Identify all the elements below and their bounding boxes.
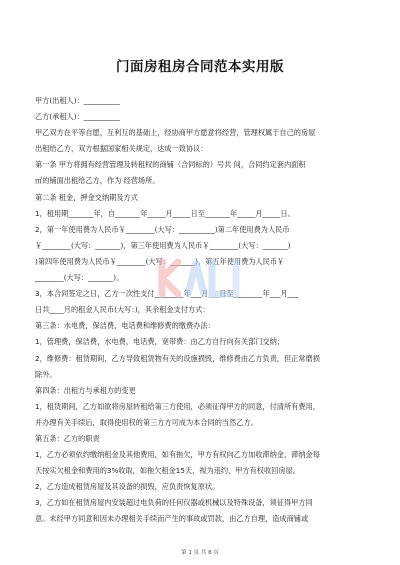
document-line: ￥________(大写：_______)，第三年使用费为人民币￥________(大写：_______): [35, 240, 291, 250]
document-line: 1，管理费，保洁费，水电费，电话费，宽带费：由乙方自行向有关部门交纳；: [35, 337, 284, 347]
document-line: 2，第一年使用费为人民币￥________(大写：__________)第二年使用费为人民币: [35, 224, 290, 234]
document-line: 日共____月的租金人民币(大写：)，其余租金支付方式：: [35, 305, 210, 315]
document-line: 除外。: [35, 369, 57, 379]
document-line: 2，乙方造成租赁房屋及其设备的损毁，应负责恢复原状。: [35, 482, 220, 492]
document-line: 出租给乙方，双方根据国家相关规定，达成一致协议：: [35, 144, 208, 154]
document-line: 天按实欠租金和费用的3%收取，如拖欠租金15天，视为违约，甲方有权收回房屋。: [35, 466, 300, 476]
document-line: 甲方(出租人)：__________: [35, 96, 120, 105]
document-line: 第二条 租金，押金交纳期及方式: [35, 192, 138, 202]
document-title: 门面房租房合同范本实用版: [116, 59, 284, 75]
document-line: 第一条 甲方将拥有经营管理及转租权的商铺（合同标的）号共 间，合同约定套内面积: [35, 160, 306, 170]
page-footer: 第 1 页 共 8 页: [181, 550, 219, 556]
document-line: 3，乙方如在租赁房屋内安装超过电负荷的任何仪器或机械以及特殊设备，须征得甲方同: [35, 498, 313, 508]
document-line: 2，维修费：租赁期间，乙方导致租赁物有关的设施损毁，维修费由乙方负责，但正常磨损: [35, 353, 320, 363]
document-line: 乙方(承租人)：__________: [35, 112, 120, 122]
document-line: 并办理有关手续后，取得使用权的第三方方可成为本合同的当然乙方。: [35, 417, 258, 427]
document-line: )第四年使用费为人民币￥________(大写：_______)，第五年使用费为人民币￥: [35, 256, 285, 266]
document-body: [35, 93, 367, 528]
document-line: 3，本合同签定之日，乙方一次性支付________年___月___日至________年___月___: [35, 289, 299, 299]
document-line: 甲乙双方在平等自愿，互利互的基础上，经协商甲方愿意将经营，管理权属于自己的房屋: [35, 128, 316, 138]
document-line: 1，乙方必须依约缴纳租金及其他费用，如有拖欠，甲方有权向乙方加收滞纳金，滞纳金每: [35, 450, 320, 460]
document-line: 第五条：乙方的职责: [35, 433, 100, 443]
document-line: 意。未经甲方同意和因未办理相关手续而产生的事故或罚款，由乙方自理，造成商铺或: [35, 514, 309, 524]
document-line: 第四条：出租方与承租方的变更: [35, 385, 136, 395]
document-line: ㎡的铺面出租给乙方，作为 经营场所。: [35, 176, 160, 186]
document-line: 第三条：水电费，保洁费，电话费和维修费的缴费办法：: [35, 321, 215, 331]
document-line: 1，租赁期间，乙方如欲将房屋转租给第三方使用，必须征得甲方的同意，付清所有费用，: [35, 401, 320, 411]
document-line: ________(大写：_______)。: [35, 273, 124, 283]
document-line: 1，租用期_______年，自_______年_____月_____日至_______年_____月_____日。: [35, 208, 295, 218]
